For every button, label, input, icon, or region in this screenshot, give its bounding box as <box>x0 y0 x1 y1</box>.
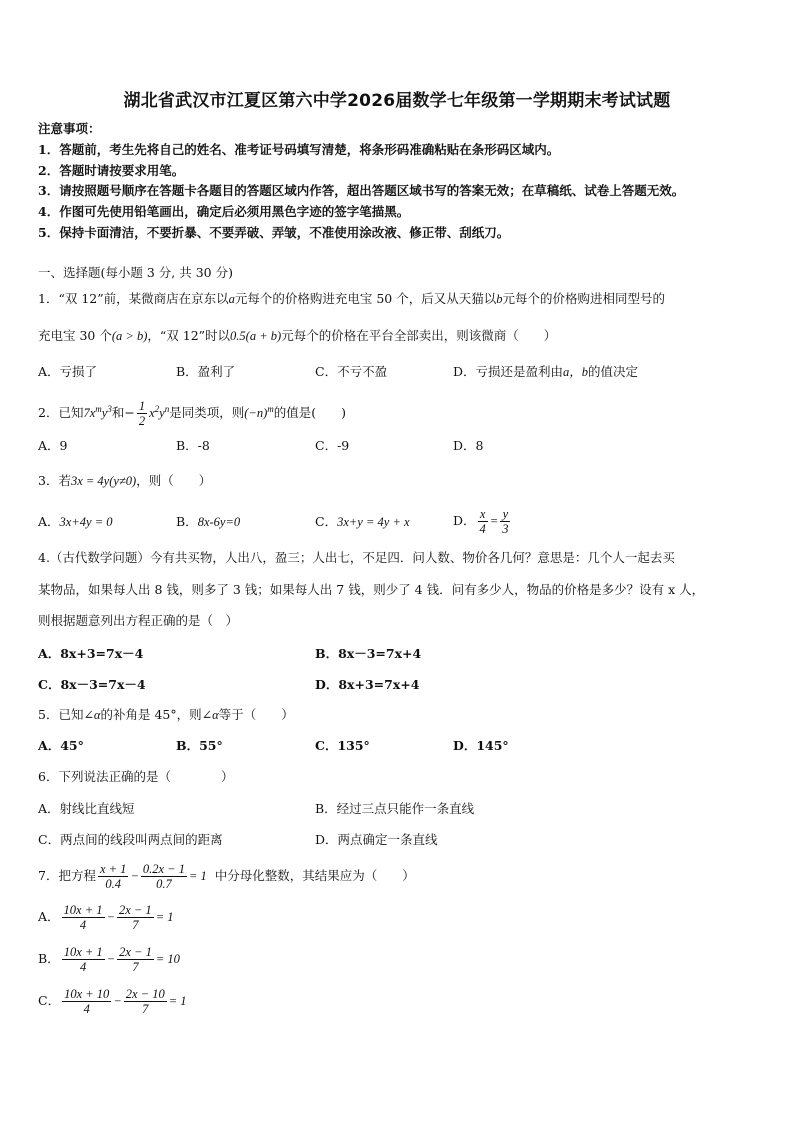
q7-equals: = 1 <box>188 869 207 883</box>
q7-prefix: 7．把方程 <box>38 868 96 883</box>
q2-option-d[interactable]: D．8 <box>453 438 484 453</box>
q7-b-rhs: = 10 <box>155 952 180 966</box>
q2-term2-exp: 2 <box>154 404 160 414</box>
q6-option-c[interactable]: C．两点间的线段叫两点间的距离 <box>38 832 223 847</box>
q3-option-b-math: 8x-6y=0 <box>197 515 241 529</box>
q1-text-f: 元每个的价格在平台全部卖出，则该微商（ ） <box>281 328 557 343</box>
q1-option-d-tail: 的值决定 <box>588 364 639 379</box>
q7-option-a[interactable]: A． $\frac{10x + 1}{4}$ − $\frac{2x - 1}{7}$ = 1 <box>38 903 174 932</box>
q7-c-rhs: = 1 <box>168 994 187 1008</box>
section-heading: 一、选择题(每小题 3 分, 共 30 分) <box>38 265 233 280</box>
q2-frac-den: 2 <box>138 414 146 429</box>
q7-den-2: 0.7 <box>156 877 172 891</box>
q2-fraction <box>137 399 147 428</box>
q1-text-b: 元每个的价格购进充电宝 50 个，后又从天猫以 <box>234 291 497 306</box>
q3-prefix: 3．若 <box>38 473 71 488</box>
q3-d-num-1: x <box>478 507 488 522</box>
q1-option-d-vars: a，b <box>563 365 589 379</box>
q1-var-b: b <box>496 292 503 306</box>
q2-term1-y: y <box>101 406 108 421</box>
q3-equation: 3x = 4y(y≠0) <box>70 474 137 488</box>
q2-expr-exp: m <box>267 404 274 414</box>
q6-option-b[interactable]: B．经过三点只能作一条直线 <box>315 801 475 816</box>
q7-c-num-1: 10x + 10 <box>64 987 110 1001</box>
q1-text-c: 元每个的价格购进相同型号的 <box>502 291 665 306</box>
q5-option-d[interactable]: D．145° <box>453 738 509 753</box>
q2-expr: (−n) <box>244 406 268 421</box>
q3-option-c-math: 3x+y = 4y + x <box>337 515 410 529</box>
q7-minus: − <box>130 869 139 883</box>
q7-a-rhs: = 1 <box>155 910 174 924</box>
q2-suffix: 的值是( ) <box>273 405 346 421</box>
question-4-line-2: 某物品，如果每人出 8 钱，则多了 3 钱；如果每人出 7 钱，则少了 4 钱．问有多少人，物品的价格是多少？设有 x 人， <box>38 582 705 597</box>
q7-frac-1 <box>98 862 128 891</box>
q7-num-1: x + 1 <box>99 862 127 876</box>
q2-term1: 7x <box>83 406 96 421</box>
q7-a-frac-1 <box>62 903 105 932</box>
q7-suffix: 中分母化整数，其结果应为（ ） <box>214 868 415 883</box>
q1-condition: (a > b) <box>111 329 148 343</box>
q6-option-a[interactable]: A．射线比直线短 <box>38 801 135 816</box>
q3-option-a-math: 3x+4y = 0 <box>59 515 113 529</box>
q3-option-c[interactable] <box>315 514 410 530</box>
q3-option-a-label: A． <box>38 514 60 529</box>
q4-option-c[interactable]: C．8x－3=7x－4 <box>38 677 146 692</box>
q5-option-a[interactable]: A．45° <box>38 738 84 753</box>
q7-num-2: 0.2x − 1 <box>142 862 185 876</box>
question-1-line-1 <box>38 291 665 307</box>
q7-c-den-2: 7 <box>142 1002 149 1016</box>
q5-suffix: 等于（ ） <box>218 707 294 722</box>
q1-option-b[interactable]: B．盈利了 <box>176 364 236 379</box>
notice-item: 3．请按照题号顺序在答题卡各题目的答题区域内作答，超出答题区域书写的答案无效；在草稿纸、试卷上答题无效。 <box>38 183 685 198</box>
q7-b-den-2: 7 <box>132 960 139 974</box>
q1-option-c[interactable]: C．不亏不盈 <box>315 364 388 379</box>
q4-option-b[interactable]: B．8x－3=7x+4 <box>315 646 422 661</box>
q3-suffix: ，则（ ） <box>136 473 212 488</box>
q3-option-a[interactable] <box>38 514 113 530</box>
q4-option-d[interactable]: D．8x+3=7x+4 <box>315 677 420 692</box>
q2-term2-yexp: n <box>164 404 170 414</box>
question-2 <box>38 397 346 428</box>
q3-d-frac-1 <box>478 507 488 536</box>
q1-option-d-text: D．亏损还是盈利由 <box>453 364 564 379</box>
q3-d-num-2: y <box>500 507 510 522</box>
q2-option-b[interactable]: B．-8 <box>176 438 210 453</box>
q3-d-equals: = <box>489 514 499 528</box>
q7-a-den-1: 4 <box>79 918 87 932</box>
q2-option-c[interactable]: C．-9 <box>315 438 350 453</box>
q2-frac-num: 1 <box>138 399 146 414</box>
q7-a-num-1: 10x + 1 <box>63 903 103 917</box>
q3-option-d-label: D． <box>453 513 476 528</box>
q7-a-num-2: 2x − 1 <box>118 903 152 917</box>
q7-c-num-2: 2x − 10 <box>125 987 165 1001</box>
q7-a-den-2: 7 <box>132 918 139 932</box>
q7-c-frac-1 <box>62 987 111 1016</box>
q2-prefix: 2．已知 <box>38 405 84 421</box>
q2-mid: 是同类项，则 <box>169 405 245 421</box>
question-3 <box>38 473 211 489</box>
q7-b-frac-2 <box>117 945 154 974</box>
q7-b-num-1: 10x + 1 <box>63 945 103 959</box>
q3-option-b[interactable] <box>176 514 240 530</box>
q1-var-a: a <box>228 292 235 306</box>
q7-c-den-1: 4 <box>83 1002 90 1016</box>
q3-option-c-label: C． <box>315 514 338 529</box>
question-6: 6．下列说法正确的是（ ） <box>38 769 234 784</box>
q2-term2: x <box>149 406 155 421</box>
question-5 <box>38 707 294 723</box>
q2-option-a[interactable]: A．9 <box>38 438 68 453</box>
question-4-line-3: 则根据题意列出方程正确的是（ ） <box>38 613 239 628</box>
q7-option-c[interactable]: C． $\frac{10x + 10}{4}$ − $\frac{2x - 10}{7}$ = 1 <box>38 987 187 1016</box>
notice-item: 5．保持卡面清洁，不要折暴、不要弄破、弄皱，不准使用涂改液、修正带、刮纸刀。 <box>38 225 510 240</box>
q1-text-a: 1．“双 12”前，某微商店在京东以 <box>38 291 229 306</box>
q7-den-1: 0.4 <box>105 877 121 891</box>
q3-option-d[interactable] <box>453 506 512 536</box>
q7-b-num-2: 2x − 1 <box>119 945 152 959</box>
q7-b-den-1: 4 <box>80 960 87 974</box>
notice-item: 2．答题时请按要求用笔。 <box>38 163 185 178</box>
page-title: 湖北省武汉市江夏区第六中学2026届数学七年级第一学期期末考试试题 <box>123 91 671 111</box>
q1-text-e: ，“双 12”时以 <box>147 328 231 343</box>
q5-mid: 的补角是 45°，则 <box>100 707 202 722</box>
q5-option-c[interactable]: C．135° <box>315 738 370 753</box>
q7-frac-2 <box>141 862 187 891</box>
q7-b-frac-1 <box>62 945 105 974</box>
question-1-line-2 <box>38 328 556 344</box>
notice-item: 4．作图可先使用铅笔画出，确定后必须用黑色字迹的签字笔描黑。 <box>38 204 410 219</box>
q7-option-b-label: B． <box>38 951 60 966</box>
q5-angle: ∠α <box>83 708 101 722</box>
q7-c-frac-2 <box>124 987 167 1016</box>
q3-option-b-label: B． <box>176 514 198 529</box>
q7-a-frac-2 <box>117 903 154 932</box>
notice-item: 1．答题前，考生先将自己的姓名、准考证号码填写清楚，将条形码准确粘贴在条形码区域内。 <box>38 142 560 157</box>
q2-term2-y: y <box>159 406 165 421</box>
question-4-line-1: 4.（古代数学问题）今有共买物，人出八，盈三；人出七，不足四．问人数、物价各几何？意思是：几个人一起去买 <box>38 550 675 565</box>
q2-term1-exp: m <box>95 404 102 414</box>
q5-option-b[interactable]: B．55° <box>176 738 223 753</box>
q2-term1-yexp: 3 <box>107 404 112 414</box>
q5-prefix: 5．已知 <box>38 707 84 722</box>
q1-price: 0.5(a + b) <box>230 329 282 343</box>
q4-option-a[interactable]: A．8x+3=7x－4 <box>38 646 144 661</box>
notice-heading: 注意事项： <box>38 121 101 136</box>
q7-option-a-label: A． <box>38 909 60 924</box>
q1-text-d: 充电宝 30 个 <box>38 328 112 343</box>
q1-option-d[interactable] <box>453 364 638 380</box>
q3-d-den-1: 4 <box>479 522 486 536</box>
q3-d-frac-2 <box>500 507 510 536</box>
q3-d-den-2: 3 <box>502 522 509 536</box>
q2-and: 和 <box>111 405 125 421</box>
q5-angle-2: ∠α <box>201 708 219 722</box>
q1-option-a[interactable]: A．亏损了 <box>38 364 98 379</box>
question-7 <box>38 859 415 893</box>
q7-option-c-label: C． <box>38 993 61 1008</box>
q2-minus: − <box>124 405 135 421</box>
q7-option-b[interactable]: B． $\frac{10x + 1}{4}$ − $\frac{2x - 1}{7}$ = 10 <box>38 945 180 974</box>
q6-option-d[interactable]: D．两点确定一条直线 <box>315 832 438 847</box>
